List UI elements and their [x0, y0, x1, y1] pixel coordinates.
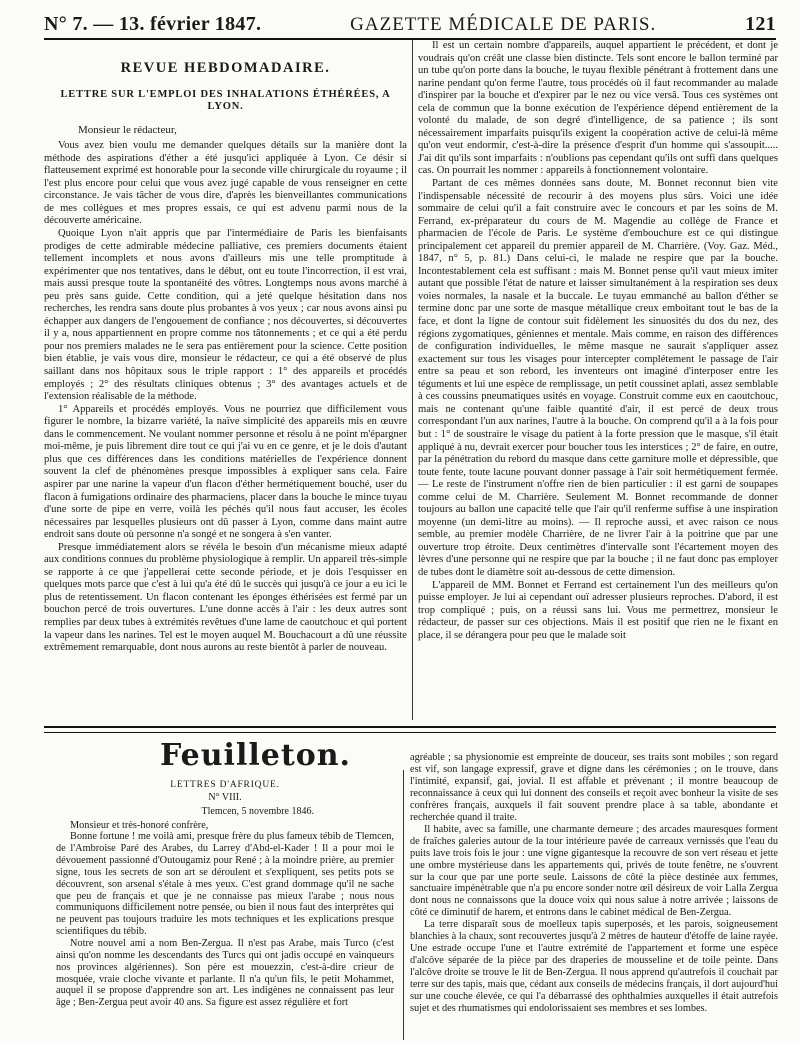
paragraph: 1° Appareils et procédés employés. Vous ne pourriez que difficilement vous figurer le nombre, la bizarre variété, la naïve simplicité des appareils mis en œuvre dans le commencement. Ne voulant nommer personne et résolu à ne point m'épargner moi-même, je puis librement dire tout ce qui j'ai vu en ce genre, et je le dois d'autant plus que ces différences dans les conditions matérielles de l'expérience donnent souvent la clef de phénomènes presque impossibles à expliquer sans cela. Faire aspirer par une narine la vapeur d'un flacon d'éther hermétiquement bouché, user du flacon à fumigations ordinaire des pharmaciens, placer dans la bouche le mince tuyau d'une sorte de pipe en verre, voilà les péchés qu'il nous faut accuser, les écoles nécessaires par lesquelles plusieurs ont dû passer à Lyon, comme dans maint autre endroit sans doute où personne n'a songé et ne songera à s'en vanter.	[44, 403, 407, 541]
salutation: Monsieur le rédacteur,	[78, 123, 177, 136]
paragraph: Monsieur et très-honoré confrère,	[70, 819, 209, 831]
page-header	[44, 10, 776, 40]
paragraph: Il est un certain nombre d'appareils, auquel appartient le précédent, et dont je voudrais qu'on créât une classe bien distincte. Tels sont encore le ballon terminé par un tube qu'on porte dans la bouche, le tuyau flexible pénétrant à frottement dans une narine pendant qu'on ferme l'autre, tous procédés où il faut recommander au malade d'inspirer par la bouche et d'expirer par le nez ou vice versâ. Tous ces systèmes ont cela de commun que la bonne exécution de l'expérience dépend entièrement de la volonté du malade, de son degré d'intelligence, de sa patience ; ils sont nécessairement imparfaits puisqu'ils exigent la coopération active de celui-là même qu'on veut endormir, c'est-à-dire la présence d'esprit d'un homme qui s'assoupit..... J'ai dit qu'ils sont imparfaits : n'oublions pas cependant qu'ils ont suffi dans quelques cas. On pourrait les nommer : appareils à fonctionnement volontaire.	[418, 40, 778, 177]
paragraph: Bonne fortune ! me voilà ami, presque frère du plus fameux tébib de Tlemcen, de l'Ambroise Paré des Arabes, du Larrey d'Abd-el-Kader ! Il a pour moi le dévouement passionné d'Outougamiz pour René ; à la moindre prière, au premier signe, tous les secrets de son art se déroulent et s'expliquent, ses petits pots se découvrent, son arsenal s'étale à mes yeux. C'est grand dommage qu'il ne sache que peu de français et que je ne connaisse pas mieux l'arabe ; nous nous communiquons difficilement notre pensée, ou bien il nous faut des interprètes qui ne peuvent pas toujours traduire les mots techniques et les explications presque scientifiques du tébib.	[56, 831, 394, 938]
feuilleton-letter-number: N° VIII.	[208, 791, 242, 803]
paragraph: agréable ; sa physionomie est empreinte de douceur, ses traits sont mobiles ; son regard est vif, son langage expressif, grave et digne dans les cérémonies ; on le trouve, dans l'intimité, expansif, gai, jovial. Il est affable et prévenant ; il montre beaucoup de reconnaissance à ceux qui lui donnent des conseils et reçoit avec bonheur la visite de ses confrères français, auxquels il fait souvent prendre place à sa table, abondante et recherchée quand il traite.	[410, 752, 778, 823]
feuilleton-right-column	[410, 752, 778, 1042]
paragraph: Il habite, avec sa famille, une charmante demeure ; des arcades mauresques forment de fraîches galeries autour de la tour intérieure pavée de carreaux vernissés que l'eau du puits lave trois fois le jour : une vigne gigantesque la recouvre de son vert réseau et jette une ombre mystérieuse dans les appartements qui, privés de toute fenêtre, ne s'ouvrent sur la cour que par une porte seule. Laissons de côté la pièce destinée aux femmes, sanctuaire impénétrable que n'a pu encore sonder notre œil désireux de voir Lalla Zergua dont nous ne connaissons que la douce voix qui nous salue à notre arrivée ; laissons de côté ce diminutif de harem, et entrons dans le cabinet médical de Ben-Zergua.	[410, 823, 778, 919]
letter-title: LETTRE SUR L'EMPLOI DES INHALATIONS ÉTHÉRÉES, A LYON.	[60, 88, 391, 113]
paragraph: La terre disparaît sous de moelleux tapis superposés, et les parois, soigneusement blanchies à la chaux, sont recouvertes jusqu'à 2 mètres de hauteur d'étoffe de laine rayée. Une estrade occupe l'une et l'autre extrémité de l'appartement et forme une espèce d'alcôve séparée de la pièce par des draperies de mousseline et de toile peinte. Dans l'alcôve droite se trouve le lit de Ben-Zergua. Il nous apprend qu'autrefois il couchait par terre sur des tapis, mais que, cédant aux conseils de médecins français, il dort aujourd'hui sur une couche élevée, ce qui l'a débarrassé des ophthalmies auxquelles il était autrefois sujet et des rhumatismes qui endolorissaient ses membres et ses lombes.	[410, 919, 778, 1015]
page-number: 121	[745, 13, 776, 35]
feuilleton-column-divider	[403, 770, 404, 1040]
feuilleton-dateline: Tlemcen, 5 novembre 1846.	[201, 805, 314, 817]
paragraph: Presque immédiatement alors se révéla le besoin d'un mécanisme mieux adapté aux conditions connues du problème physiologique à remplir. Un appareil très-simple se rapporte à ce que j'appellerai cette seconde période, et je dois l'esquisser en quelques mots parce que c'est à lui qu'a été dû le succès qui jusqu'à ce jour a eu ici le plus de retentissement. Un flacon contenant les éponges éthérisées est fermé par un bouchon percé de trois ouvertures. L'une donne accès à l'air : les deux autres sont remplies par deux tubes à extrémités revêtues d'une lame de caoutchouc et qui portent la vapeur dans les narines. Tel est le moyen auquel M. Bouchacourt a dû une réussite extrêmement remarquable, dont nous aurons au reste bientôt à parler de nouveau.	[44, 541, 407, 654]
feuilleton-title: Feuilleton.	[160, 738, 351, 773]
paragraph: Vous avez bien voulu me demander quelques détails sur la manière dont la méthode des aspirations d'éther a été jusqu'ici appliquée à Lyon. Ce désir si flatteusement exprimé est honorable pour la seconde ville chirurgicale du royaume ; il l'est plus encore pour celui que vous avez jugé capable de vous renseigner en cette circonstance. Je vais tâcher de vous dire, d'après les bienveillantes communications de mes collègues et mes propres essais, ce qui est advenu parmi nous de la découverte américaine.	[44, 140, 407, 227]
left-column	[44, 56, 407, 718]
feuilleton-divider	[44, 726, 776, 733]
issue-number: N° 7. — 13. février 1847.	[44, 13, 262, 35]
paragraph: L'appareil de MM. Bonnet et Ferrand est certainement l'un des meilleurs qu'on puisse employer. Je lui ai cependant ouï adresser plusieurs reproches. D'abord, il est trop compliqué ; puis, on a réussi sans lui. Vous me permettrez, monsieur le rédacteur, de passer sur ces objections. Mais il est positif que rien ne le fixant en place, il se dérangera pour peu que le malade soit	[418, 579, 778, 641]
right-column	[418, 40, 778, 720]
column-divider	[412, 40, 413, 720]
paragraph: Quoique Lyon n'ait appris que par l'intermédiaire de Paris les bienfaisants prodiges de cette admirable médecine palliative, ces premiers documents étaient tellement incomplets et nous avons d'ailleurs mis une telle promptitude à expérimenter que nos tentatives, dans le début, ont eu toute l'incorrection, il est vrai, mais aussi presque toute la spontanéité des vôtres. Longtemps nous avons marché à peu près sans guide. Cette condition, qui a jeté quelque hésitation dans nos recherches, les rendra sans doute plus probantes à vos yeux ; car nous avons ainsi pu échapper aux dangers de l'engouement de confiance ; nos découvertes, si découvertes il y a, nous appartiennent en propre comme nos tâtonnements ; et ce qui a été perdu pour nos premiers malades ne le sera pas entièrement pour la science. Cette position bien établie, je vais vous dire, monsieur le rédacteur, ce qui a été observé de plus saillant dans nos hôpitaux sous le triple rapport : 1° des appareils et procédés employés ; 2° des résultats cliniques obtenus ; 3° des avantages actuels et de l'extension réalisable de la méthode.	[44, 228, 407, 403]
feuilleton-letter-title: LETTRES D'AFRIQUE.	[170, 780, 280, 790]
paragraph: Notre nouvel ami a nom Ben-Zergua. Il n'est pas Arabe, mais Turco (c'est ainsi qu'on nomme les descendants des Turcs qui ont jadis occupé en vainqueurs nos provinces algériennes). Son père est mouezzin, c'est-à-dire crieur de mosquée, vraie cloche vivante et parlante. Il n'a qu'un fils, le petit Mohammet, auquel il se propose d'apprendre son art. Les indigènes ne connaissent pas leur âge ; Ben-Zergua peut avoir 40 ans. Sa figure est assez régulière et fort	[56, 937, 394, 1009]
paragraph: Partant de ces mêmes données sans doute, M. Bonnet reconnut bien vite l'indispensable nécessité de recourir à des moyens plus sûrs. Voici une idée sommaire de celui qu'il a fait construire avec le concours et par les soins de M. Ferrand, ex-préparateur du cours de M. Magendie au collège de France et pharmacien de l'école de Paris. Le système d'embouchure est ce qui distingue principalement cet appareil du premier appareil de M. Charrière. (Voy. Gaz. Méd., 1847, n° 5, p. 81.) Dans celui-ci, le malade ne respire que par la bouche. Incontestablement cela est suffisant : mais M. Bonnet pense qu'il vaut mieux imiter autant que possible l'état de nature et laisser simultanément à la respiration ses deux voies normales, la nasale et la buccale. Le tuyau emmanché au ballon d'éther se termine donc par une sorte de masque métallique creux emboitant tout le bas de la face, et dont la ligne de contour suit fidèlement les sinuosités du dos du nez, des régions zygomatiques, géniennes et mentale. Mais comme, en raison des différences de configuration individuelles, le même masque ne saurait s'appliquer assez exactement sur tous les visages pour intercepter complétement le passage de l'air entre sa peau et son rebord, les inventeurs ont imaginé d'interposer entre les téguments et lui une espèce de remplissage, un petit coussinet aplati, assez semblable à ces coussins pneumatiques usités en voyage. Construit comme eux en caoutchouc, mais ne contenant qu'une faible quantité d'air, il est percé de deux trous correspondant l'un aux narines, l'autre à la bouche. On comprend qu'il a à la fois pour but : 1° de soustraire le visage du patient à la forte pression que le masque, s'il était appliqué à nu, devrait exercer pour boucher tous les interstices ; 2° de faire, en outre, par la pénétration du rebord du masque dans cette garniture molle et dépressible, que toute fente, toute lacune pouvant donner passage à l'air soit hermétiquement fermée. — Le reste de l'instrument n'offre rien de bien particulier : il est garni de soupapes comme celui de M. Charrière. Seulement M. Bonnet recommande de donner toujours au ballon une capacité telle que l'air qu'il renferme suffise à une inspiration moyenne (un demi-litre au moins). — Il reproche aussi, et avec raison ce nous semble, au premier modèle Charrière, de ne livrer l'air à la poitrine que par une ouverture trop étroite. Deux centimètres d'intervalle sont l'écartement moyen des lèvres d'une personne qui ne respire que par la bouche ; il ne faut donc pas employer de tubes dont le diamètre soit au-dessous de cette dimension.	[418, 178, 778, 578]
journal-title: GAZETTE MÉDICALE DE PARIS.	[350, 14, 657, 35]
section-title: REVUE HEBDOMADAIRE.	[120, 60, 331, 76]
feuilleton-left-column	[56, 780, 394, 1042]
